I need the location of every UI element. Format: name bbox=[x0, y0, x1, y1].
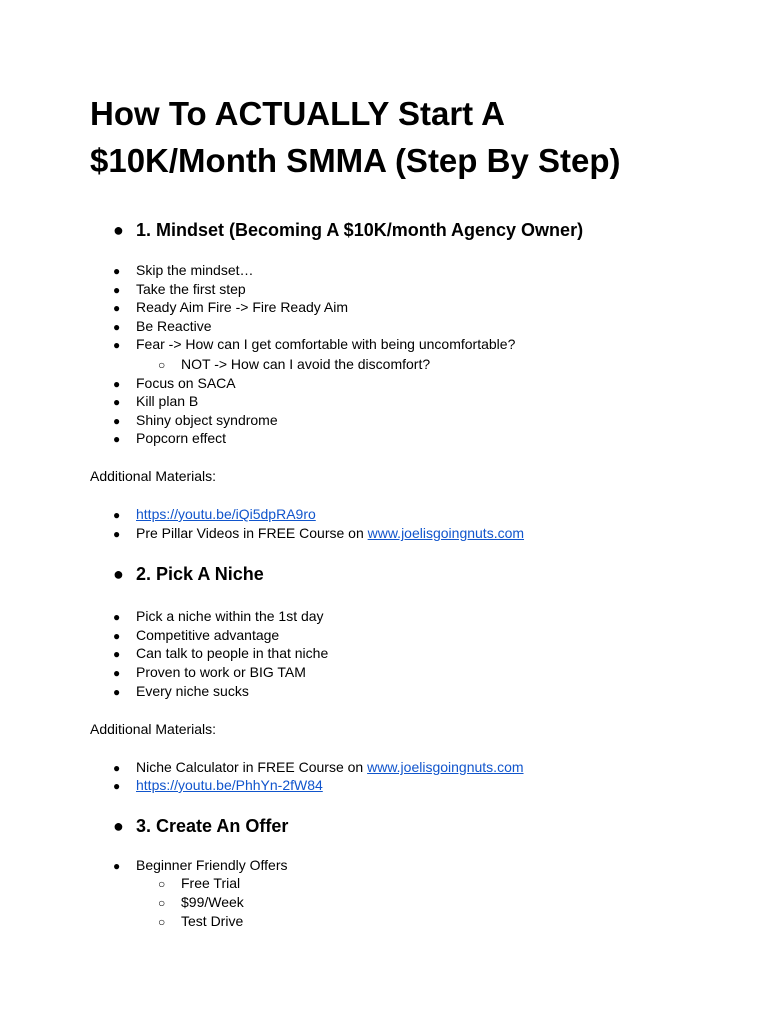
hollow-bullet-icon: ○ bbox=[158, 358, 166, 372]
list-item-text: Every niche sucks bbox=[136, 683, 249, 699]
youtube-link[interactable]: https://youtu.be/iQi5dpRA9ro bbox=[136, 506, 316, 522]
website-link[interactable]: www.joelisgoingnuts.com bbox=[367, 525, 525, 541]
bullet-icon: ● bbox=[113, 395, 121, 409]
bullet-icon: ● bbox=[113, 338, 121, 352]
bullet-icon: ● bbox=[113, 414, 121, 428]
bullet-icon: ● bbox=[113, 264, 121, 278]
youtube-link[interactable]: https://youtu.be/PhhYn-2fW84 bbox=[136, 777, 323, 793]
list-item bbox=[113, 664, 306, 682]
list-item bbox=[113, 281, 246, 299]
list-item bbox=[113, 683, 249, 701]
section-heading-text: 3. Create An Offer bbox=[136, 816, 289, 836]
bullet-icon: ● bbox=[113, 610, 121, 624]
list-item-text: Be Reactive bbox=[136, 318, 212, 334]
material-item bbox=[113, 777, 323, 795]
bullet-icon: ● bbox=[113, 432, 121, 446]
sub-list-item-text: Test Drive bbox=[181, 913, 244, 929]
bullet-icon: ● bbox=[113, 761, 121, 775]
list-item bbox=[113, 627, 279, 645]
bullet-icon: ● bbox=[113, 647, 121, 661]
list-item-text: Fear -> How can I get comfortable with being uncomfortable? bbox=[136, 336, 516, 352]
bullet-icon: ● bbox=[113, 629, 121, 643]
material-item bbox=[113, 759, 524, 777]
list-item bbox=[113, 857, 287, 875]
bullet-icon: ● bbox=[113, 220, 124, 240]
list-item-text: Beginner Friendly Offers bbox=[136, 857, 288, 873]
list-item bbox=[113, 645, 328, 663]
list-item-text: Skip the mindset… bbox=[136, 262, 254, 278]
list-item-text: Proven to work or BIG TAM bbox=[136, 664, 306, 680]
sub-list-item-text: Free Trial bbox=[181, 875, 241, 891]
list-item-text: Shiny object syndrome bbox=[136, 412, 278, 428]
hollow-bullet-icon: ○ bbox=[158, 896, 166, 910]
list-item-text: Competitive advantage bbox=[136, 627, 280, 643]
sub-list-item-text: NOT -> How can I avoid the discomfort? bbox=[181, 356, 431, 372]
section-heading-text: 2. Pick A Niche bbox=[136, 564, 264, 584]
list-item bbox=[113, 412, 278, 430]
list-item-text: Popcorn effect bbox=[136, 430, 227, 446]
material-item-text: Niche Calculator in FREE Course on bbox=[136, 759, 368, 775]
bullet-icon: ● bbox=[113, 283, 121, 297]
list-item-text: Take the first step bbox=[136, 281, 246, 297]
bullet-icon: ● bbox=[113, 320, 121, 334]
list-item bbox=[113, 336, 515, 354]
bullet-icon: ● bbox=[113, 816, 124, 836]
document-title-line-1: How To ACTUALLY Start A bbox=[90, 95, 505, 132]
list-item bbox=[113, 262, 254, 280]
additional-materials-label: Additional Materials: bbox=[90, 468, 217, 484]
list-item bbox=[113, 299, 348, 317]
list-item-text: Ready Aim Fire -> Fire Ready Aim bbox=[136, 299, 349, 315]
bullet-icon: ● bbox=[113, 859, 121, 873]
list-item bbox=[113, 375, 236, 393]
list-item bbox=[113, 318, 211, 336]
additional-materials-label: Additional Materials: bbox=[90, 721, 217, 737]
sub-list-item bbox=[158, 356, 430, 374]
list-item-text: Kill plan B bbox=[136, 393, 199, 409]
list-item bbox=[113, 608, 324, 626]
bullet-icon: ● bbox=[113, 527, 121, 541]
section-heading-niche bbox=[113, 563, 264, 585]
sub-list-item bbox=[158, 894, 244, 912]
bullet-icon: ● bbox=[113, 564, 124, 584]
bullet-icon: ● bbox=[113, 508, 121, 522]
website-link[interactable]: www.joelisgoingnuts.com bbox=[367, 759, 524, 775]
list-item-text: Pick a niche within the 1st day bbox=[136, 608, 324, 624]
section-heading-offer bbox=[113, 815, 288, 837]
bullet-icon: ● bbox=[113, 301, 121, 315]
hollow-bullet-icon: ○ bbox=[158, 915, 166, 929]
sub-list-item bbox=[158, 913, 243, 931]
material-item bbox=[113, 506, 316, 524]
bullet-icon: ● bbox=[113, 779, 121, 793]
bullet-icon: ● bbox=[113, 666, 121, 680]
section-heading-text: 1. Mindset (Becoming A $10K/month Agency Owner) bbox=[136, 220, 584, 240]
bullet-icon: ● bbox=[113, 685, 121, 699]
material-item bbox=[113, 525, 524, 543]
list-item bbox=[113, 393, 198, 411]
document-title-line-2: $10K/Month SMMA (Step By Step) bbox=[90, 142, 621, 179]
hollow-bullet-icon: ○ bbox=[158, 877, 166, 891]
section-heading-mindset bbox=[113, 219, 583, 241]
sub-list-item bbox=[158, 875, 240, 893]
list-item bbox=[113, 430, 226, 448]
list-item-text: Focus on SACA bbox=[136, 375, 236, 391]
sub-list-item-text: $99/Week bbox=[181, 894, 244, 910]
list-item-text: Can talk to people in that niche bbox=[136, 645, 329, 661]
bullet-icon: ● bbox=[113, 377, 121, 391]
material-item-text: Pre Pillar Videos in FREE Course on bbox=[136, 525, 368, 541]
